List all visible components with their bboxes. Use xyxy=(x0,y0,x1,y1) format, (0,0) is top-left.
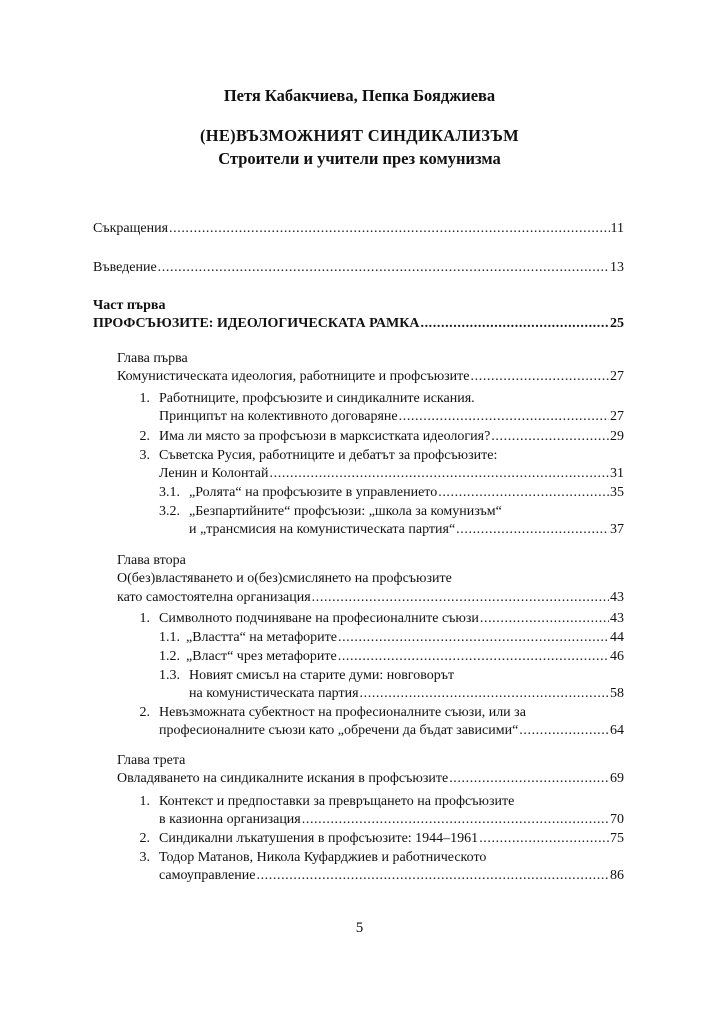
part-heading: Част първа xyxy=(93,298,166,313)
toc-label: и „трансмисия на комунистическата партия“ xyxy=(189,522,456,537)
book-subtitle: Строители и учители през комунизма xyxy=(218,149,501,168)
toc-label: ПРОФСЪЮЗИТЕ: ИДЕОЛОГИЧЕСКАТА РАМКА xyxy=(93,316,420,331)
toc-entry-section[interactable] xyxy=(159,610,624,628)
dot-leader xyxy=(338,629,609,647)
toc-entry-section[interactable] xyxy=(159,867,624,885)
toc-label: Невъзможната субектност на професионалните съюзи, или за xyxy=(159,705,526,720)
toc-label: Символното подчиняване на професионалните съюзи xyxy=(159,611,479,626)
dot-leader xyxy=(169,220,610,238)
toc-entry-chapter-one[interactable] xyxy=(117,368,624,386)
chapter-heading: Глава втора xyxy=(117,553,186,568)
toc-label: Работниците, профсъюзите и синдикалните искания. xyxy=(159,391,475,406)
toc-page: 43 xyxy=(610,590,624,605)
toc-label: Контекст и предпоставки за превръщането на профсъюзите xyxy=(159,794,515,809)
toc-page: 25 xyxy=(610,316,624,331)
authors: Петя Кабакчиева, Пепка Бояджиева xyxy=(223,86,496,105)
dot-leader xyxy=(519,722,609,740)
toc-label: Принципът на колективното договаряне xyxy=(159,409,398,424)
toc-label: в казионна организация xyxy=(159,812,301,827)
toc-label: „Безпартийните“ профсъюзи: „школа за комунизъм“ xyxy=(189,504,502,519)
dot-leader xyxy=(270,465,609,483)
toc-label: самоуправление xyxy=(159,868,256,883)
toc-entry-subsection[interactable] xyxy=(186,648,624,666)
toc-entry-subsection[interactable] xyxy=(189,484,624,502)
toc-entry-section[interactable] xyxy=(159,722,624,740)
section-number: 1.1. xyxy=(159,630,180,645)
toc-entry-chapter-three[interactable] xyxy=(117,770,624,788)
toc-label: „Ролята“ на профсъюзите в управлението xyxy=(189,485,438,500)
section-number: 3. xyxy=(139,448,150,463)
toc-page: 13 xyxy=(610,260,624,275)
toc-page: 75 xyxy=(610,831,624,846)
dot-leader xyxy=(479,830,609,848)
toc-page: 27 xyxy=(610,369,624,384)
toc-page: 29 xyxy=(610,429,624,444)
toc-entry-section[interactable] xyxy=(159,465,624,483)
toc-label: Новият смисъл на старите думи: новговорът xyxy=(189,668,455,683)
toc-entry-section[interactable] xyxy=(159,830,624,848)
toc-page: 46 xyxy=(610,649,624,664)
toc-page: 58 xyxy=(610,686,624,701)
toc-page: 11 xyxy=(610,221,624,236)
toc-entry-subsection[interactable] xyxy=(189,685,624,703)
section-number: 1. xyxy=(139,611,150,626)
toc-label: Синдикални лъкатушения в профсъюзите: 1944–1961 xyxy=(159,831,479,846)
toc-label: като самостоятелна организация xyxy=(117,590,311,605)
toc-page: 43 xyxy=(610,611,624,626)
toc-label: Тодор Матанов, Никола Куфарджиев и работническото xyxy=(159,850,487,865)
toc-label: Комунистическата идеология, работниците и профсъюзите xyxy=(117,369,470,384)
page-number: 5 xyxy=(355,920,364,936)
toc-label: „Власт“ чрез метафорите xyxy=(186,649,337,664)
section-number: 1.2. xyxy=(159,649,180,664)
toc-page: 31 xyxy=(610,466,624,481)
toc-entry-introduction[interactable] xyxy=(93,259,624,277)
book-title: (НЕ)ВЪЗМОЖНИЯТ СИНДИКАЛИЗЪМ xyxy=(199,126,520,145)
dot-leader xyxy=(158,259,609,277)
section-number: 3. xyxy=(139,850,150,865)
toc-entry-abbreviations[interactable] xyxy=(93,220,624,238)
dot-leader xyxy=(360,685,609,703)
toc-label: Има ли място за профсъюзи в марксистката идеология? xyxy=(159,429,491,444)
dot-leader xyxy=(302,811,609,829)
toc-label: Съветска Русия, работниците и дебатът за профсъюзите: xyxy=(159,448,498,463)
section-number: 2. xyxy=(139,429,150,444)
toc-label: Въведение xyxy=(93,260,157,275)
toc-label: О(без)властяването и о(без)смислянето на профсъюзите xyxy=(117,571,452,586)
toc-page: 86 xyxy=(610,868,624,883)
section-number: 1.3. xyxy=(159,668,180,683)
toc-page: 35 xyxy=(610,485,624,500)
toc-page: 37 xyxy=(610,522,624,537)
section-number: 2. xyxy=(139,705,150,720)
dot-leader xyxy=(456,521,609,539)
section-number: 2. xyxy=(139,831,150,846)
dot-leader xyxy=(399,408,609,426)
dot-leader xyxy=(420,315,609,333)
dot-leader xyxy=(491,428,609,446)
section-number: 1. xyxy=(139,391,150,406)
toc-entry-section[interactable] xyxy=(159,428,624,446)
section-number: 3.2. xyxy=(159,504,180,519)
toc-label: Ленин и Колонтай xyxy=(159,466,269,481)
dot-leader xyxy=(471,368,609,386)
dot-leader xyxy=(338,648,609,666)
dot-leader xyxy=(449,770,609,788)
toc-entry-section[interactable] xyxy=(159,408,624,426)
section-number: 3.1. xyxy=(159,485,180,500)
chapter-heading: Глава трета xyxy=(117,753,186,768)
toc-label: на комунистическата партия xyxy=(189,686,359,701)
toc-page: 64 xyxy=(610,723,624,738)
toc-entry-section[interactable] xyxy=(159,811,624,829)
dot-leader xyxy=(438,484,609,502)
toc-entry-chapter-two[interactable] xyxy=(117,589,624,607)
dot-leader xyxy=(312,589,609,607)
toc-page: 27 xyxy=(610,409,624,424)
dot-leader xyxy=(256,867,609,885)
chapter-heading: Глава първа xyxy=(117,351,188,366)
toc-entry-part-one[interactable] xyxy=(93,315,624,333)
toc-page: 44 xyxy=(610,630,624,645)
toc-label: Овладяването на синдикалните искания в профсъюзите xyxy=(117,771,449,786)
toc-entry-subsection[interactable] xyxy=(186,629,624,647)
toc-label: професионалните съюзи като „обречени да бъдат зависими“ xyxy=(159,723,519,738)
toc-label: „Властта“ на метафорите xyxy=(186,630,337,645)
toc-page: 70 xyxy=(610,812,624,827)
toc-entry-subsection[interactable] xyxy=(189,521,624,539)
dot-leader xyxy=(480,610,609,628)
section-number: 1. xyxy=(139,794,150,809)
toc-page: 69 xyxy=(610,771,624,786)
toc-label: Съкращения xyxy=(93,221,169,236)
